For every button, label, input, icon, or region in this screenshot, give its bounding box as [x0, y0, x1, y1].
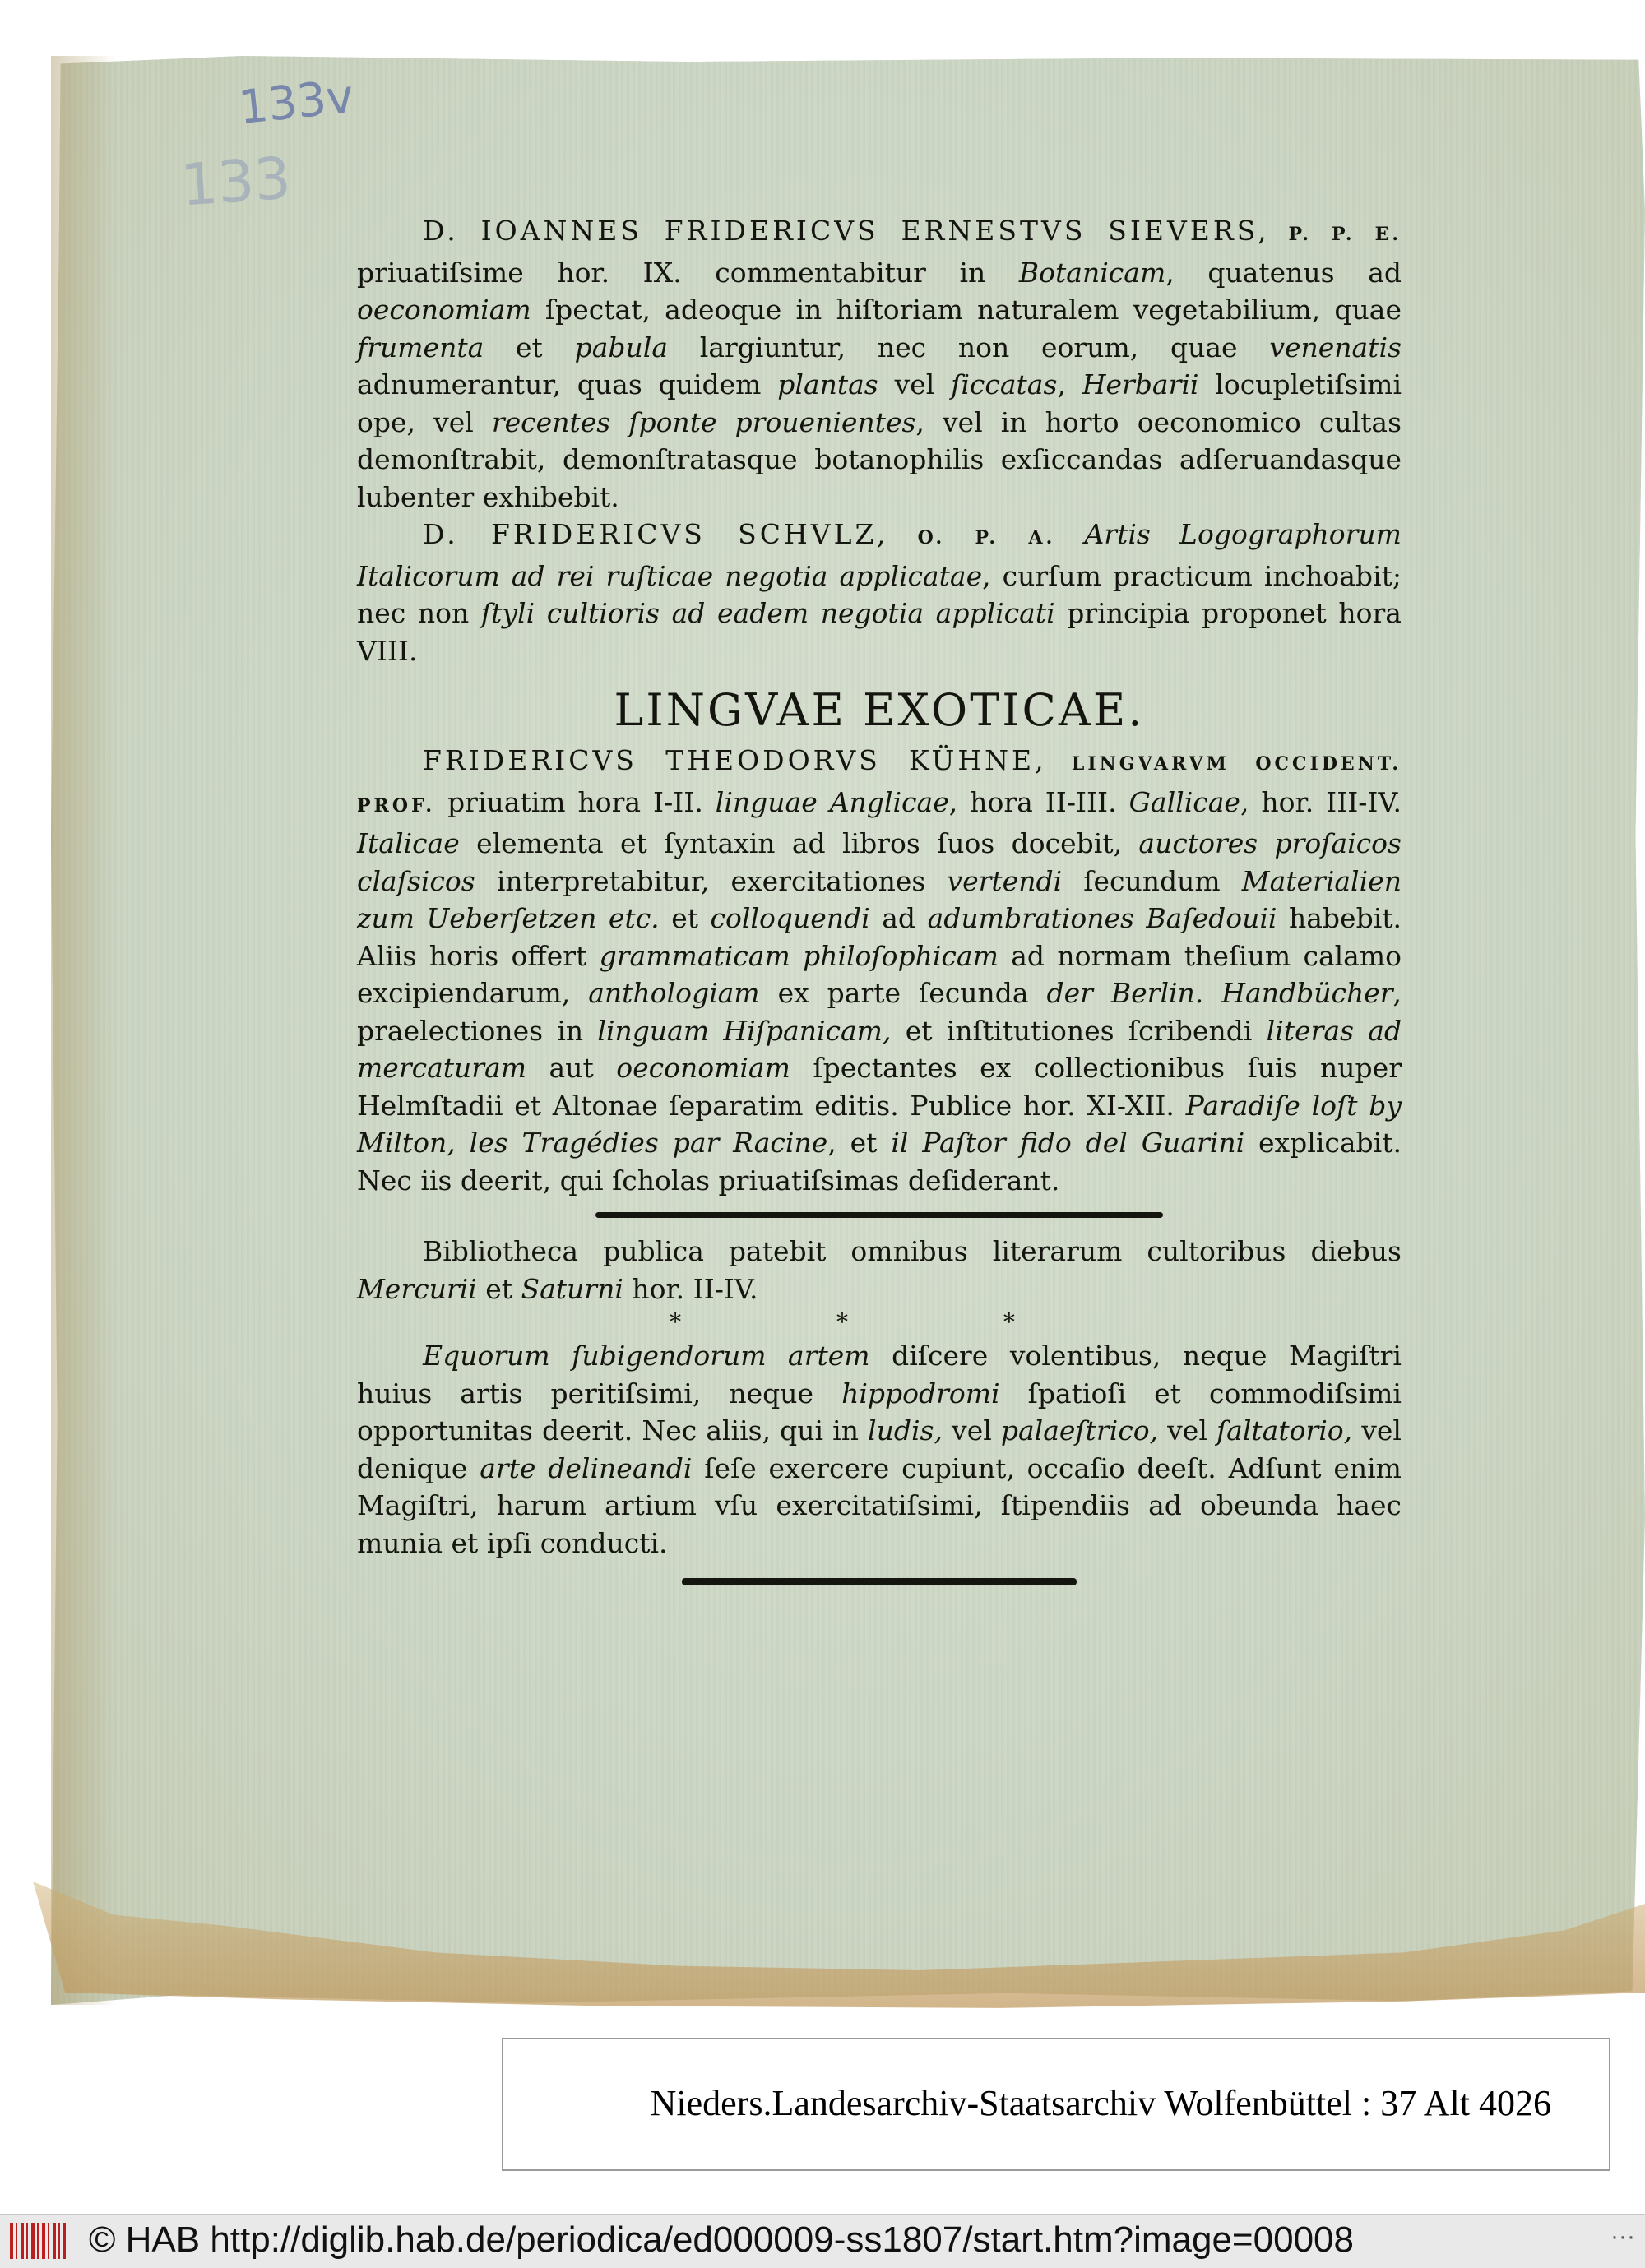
text-run: , praelectiones in — [357, 977, 1402, 1047]
text-run: vel — [1167, 1414, 1207, 1446]
text-run: interpretabitur, exercitationes — [496, 864, 926, 897]
text-run: vel denique — [357, 1414, 1402, 1484]
archive-caption-box — [502, 2038, 1610, 2171]
italic-run: Artis Logographorum Italicorum ad rei ruſticae negotia applicatae — [357, 518, 1402, 592]
italic-run: Materialien zum Ueberſetzen etc. — [357, 864, 1402, 934]
end-rule — [682, 1578, 1077, 1585]
text-run: habebit. Aliis horis offert — [357, 902, 1402, 972]
text-run: ſecundum — [1083, 864, 1221, 897]
text-run: diſcere volentibus, neque Magiſtri huius artis peritiſsimi, neque — [357, 1340, 1402, 1409]
text-run: largiuntur, nec non eorum, quae — [699, 331, 1238, 363]
italic-run: literas ad mercaturam — [357, 1014, 1402, 1084]
italic-run: hippodromi — [841, 1377, 1000, 1409]
text-run: elementa et ſyntaxin ad libros ſuos docebit, — [476, 827, 1123, 859]
italic-run: frumenta — [357, 331, 484, 363]
professor-title: O. P. A. — [917, 527, 1056, 548]
paragraph-kuehne — [357, 742, 1402, 1199]
italic-run: linguam Hiſpanicam, — [597, 1014, 892, 1047]
italic-run: arte delineandi — [480, 1451, 693, 1484]
italic-run: der Berlin. Handbücher — [1046, 977, 1393, 1009]
italic-run: ſtyli cultioris ad eadem negotia applicati — [480, 597, 1055, 629]
text-run: , hor. III-IV. — [1240, 785, 1402, 818]
text-run: explicabit. Nec iis deerit, qui ſcholas priuatiſsimas deſiderant. — [357, 1127, 1402, 1196]
italic-run: auctores proſaicos claſsicos — [357, 827, 1402, 897]
italic-run: pabula — [574, 331, 668, 363]
text-run: ſpatioſi et commodiſsimi opportunitas deerit. Nec aliis, qui in — [357, 1377, 1402, 1446]
italic-run: Gallicae — [1128, 785, 1240, 818]
text-run: ſeſe exercere cupiunt, occaſio deeſt. Adſunt enim Magiſtri, harum artium vſu exercitatiſsimi, ſtipendiis ad obeunda haec munia et ipſi conducti. — [357, 1451, 1402, 1559]
professor-name: D. IOANNES FRIDERICVS ERNESTVS SIEVERS, — [423, 215, 1270, 247]
italic-run: venenatis — [1269, 331, 1402, 363]
professor-title: P. P. E. — [1288, 224, 1402, 245]
italic-run: palaeſtrico, — [1000, 1414, 1159, 1446]
italic-run: Herbarii — [1082, 368, 1199, 400]
text-run: , hora II-III. — [948, 785, 1117, 818]
paragraph-equorum — [357, 1337, 1402, 1562]
more-options-icon[interactable]: ··· — [1610, 2223, 1635, 2250]
manuscript-folio-note: 133v — [235, 69, 357, 136]
text-run: ſpectat, adeoque in hiſtoriam naturalem vegetabilium, quae — [544, 294, 1402, 326]
text-run: ad — [882, 902, 916, 934]
text-run: ex parte ſecunda — [777, 977, 1029, 1009]
text-run: adnumerantur, quas quidem — [357, 368, 762, 400]
italic-run: adumbrationes Baſedouii — [927, 902, 1277, 934]
italic-run: Botanicam — [1018, 256, 1166, 289]
text-run: et — [671, 902, 699, 934]
italic-run: plantas — [777, 368, 878, 400]
footer-credit-link[interactable]: © HAB http://diglib.hab.de/periodica/ed000009-ss1807/start.htm?image=00008 — [89, 2219, 1354, 2260]
italic-run: Italicae — [357, 827, 460, 859]
italic-run: anthologiam — [588, 977, 760, 1009]
italic-run: Equorum ſubigendorum artem — [423, 1340, 870, 1372]
italic-run: Paradiſe loſt by Milton, les Tragédies par Racine — [357, 1089, 1402, 1159]
text-run: et — [485, 1272, 513, 1305]
text-run: , — [1057, 368, 1066, 400]
professor-title: LINGVARVM OCCIDENT. PROF. — [357, 753, 1402, 817]
paragraph-schulz — [357, 516, 1402, 669]
section-heading: LINGVAE EXOTICAE. — [614, 684, 1145, 736]
italic-run: recentes ſponte prouenientes — [491, 405, 916, 438]
italic-run: ſiccatas — [951, 368, 1058, 400]
paragraph-bibliotheca — [357, 1233, 1402, 1308]
italic-run: grammaticam philoſophicam — [599, 939, 999, 972]
viewer-footer-bar — [0, 2214, 1645, 2268]
professor-name: FRIDERICVS THEODORVS KÜHNE, — [423, 744, 1047, 776]
professor-name: D. FRIDERICVS SCHVLZ, — [423, 518, 889, 550]
text-run: locupletiſsimi ope, vel — [357, 368, 1402, 438]
text-run: vel — [952, 1414, 992, 1446]
text-run: ad normam theſium calamo excipiendarum, — [357, 939, 1402, 1009]
italic-run: linguae Anglicae — [715, 785, 949, 818]
text-run: et inſtitutiones ſcribendi — [905, 1014, 1253, 1047]
text-run: Bibliotheca publica patebit omnibus literarum cultoribus diebus — [423, 1235, 1402, 1267]
text-run: priuatiſsime hor. IX. commentabitur in — [357, 256, 986, 289]
italic-run: colloquendi — [710, 902, 870, 934]
divider-rule — [595, 1212, 1163, 1218]
italic-run: Mercurii — [357, 1272, 477, 1305]
italic-run: ludis, — [868, 1414, 943, 1446]
text-run: , et — [827, 1127, 878, 1159]
text-run: ſpectantes ex collectionibus ſuis nuper Helmſtadii et Altonae ſeparatim editis. Publice hor. XI-XII. — [357, 1052, 1402, 1122]
asterism: * * * — [670, 1308, 1089, 1335]
text-run: et — [516, 331, 543, 363]
text-run: hor. II-IV. — [632, 1272, 758, 1305]
text-run: , vel in horto oeconomico cultas demonſtrabit, demonſtratasque botanophilis exſiccandas adſeruandasque lubenter exhibebit. — [357, 405, 1402, 513]
italic-run: Saturni — [521, 1272, 623, 1305]
text-run: principia proponet hora VIII. — [357, 597, 1402, 667]
italic-run: oeconomiam — [616, 1052, 790, 1084]
italic-run: il Paſtor fido del Guarini — [891, 1127, 1245, 1159]
italic-run: vertendi — [947, 864, 1063, 897]
document-text — [357, 212, 1402, 1585]
barcode-icon — [10, 2223, 66, 2259]
text-run: aut — [549, 1052, 594, 1084]
text-run: vel — [894, 368, 935, 400]
text-run: , curſum practicum inchoabit; nec non — [357, 559, 1402, 629]
text-run: priuatim hora I-II. — [447, 785, 703, 818]
paragraph-sievers — [357, 212, 1402, 516]
archive-caption: Nieders.Landesarchiv-Staatsarchiv Wolfenbüttel : 37 Alt 4026 — [650, 2083, 1551, 2123]
text-run: , quatenus ad — [1165, 256, 1402, 289]
italic-run: oeconomiam — [357, 294, 531, 326]
italic-run: ſaltatorio, — [1216, 1414, 1353, 1446]
page-stain — [51, 56, 117, 2005]
manuscript-faint-note: 133 — [178, 144, 294, 220]
